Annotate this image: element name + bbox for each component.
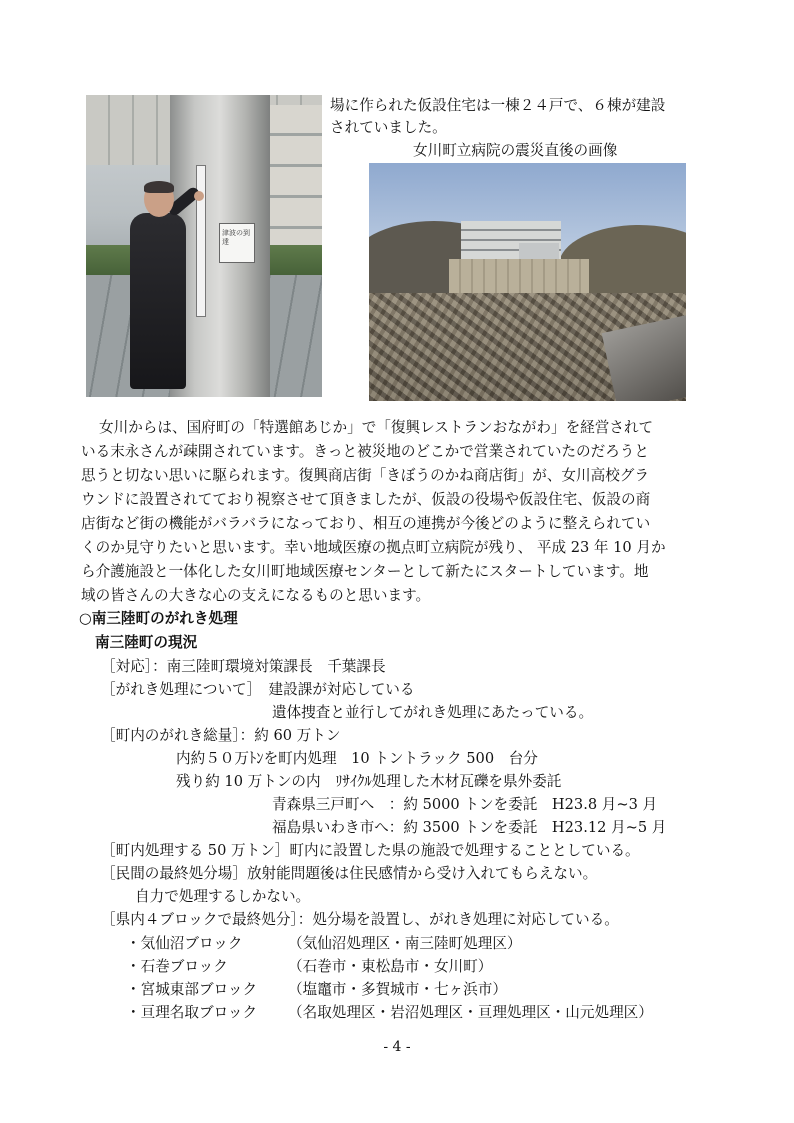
paragraph-line-8: 域の皆さんの大きな心の支えになるものと思います。: [81, 587, 431, 604]
page-number: - 4 -: [383, 1039, 411, 1055]
paragraph-line-2: いる末永さんが疎開されています。きっと被災地のどこかで営業されていたのだろうと: [81, 443, 649, 460]
block-name-miyagi-east: ・宮城東部ブロック: [126, 981, 258, 998]
photo-man-at-pillar: [86, 95, 322, 397]
block-areas-watari-natori: （名取処理区・岩沼処理区・亘理処理区・山元処理区）: [288, 1004, 653, 1021]
paragraph-line-5: 店街など街の機能がバラバラになっており、相互の連携が今後どのように整えられてい: [81, 515, 651, 532]
item-self-processing: 自力で処理するしかない。: [135, 888, 311, 905]
top-text-line-1: 場に作られた仮設住宅は一棟２４戸で、６棟が建設: [330, 97, 666, 114]
item-in-town-processing: 内約５０万ﾄﾝを町内処理 10 トントラック 500 台分: [176, 750, 538, 767]
paragraph-line-4: ウンドに設置されてており視察させて頂きましたが、仮設の役場や仮設住宅、仮設の商: [81, 491, 651, 508]
item-total-debris: ［町内のがれき総量］：約 60 万トン: [101, 727, 341, 744]
item-response: ［対応］：南三陸町環境対策課長 千葉課長: [101, 658, 386, 675]
block-areas-ishinomaki: （石巻市・東松島市・女川町）: [288, 958, 493, 975]
photo-hospital-after-disaster: [369, 163, 686, 401]
item-debris-handling: ［がれき処理について］ 建設課が対応している: [101, 681, 415, 698]
man-hand: [194, 191, 204, 201]
man-figure: [130, 213, 186, 389]
paragraph-line-7: ら介護施設と一体化した女川町地域医療センターとして新たにスタートしています。地: [81, 563, 649, 580]
block-areas-miyagi-east: （塩竈市・多賀城市・七ヶ浜市）: [288, 981, 507, 998]
paragraph-line-6: くのか見守りたいと思います。幸い地域医療の拠点町立病院が残り、 平成 23 年 10 月か: [81, 539, 666, 556]
block-areas-kesennuma: （気仙沼処理区・南三陸町処理区）: [288, 935, 522, 952]
section-heading: ○南三陸町のがれき処理: [79, 610, 238, 627]
item-fukushima: 福島県いわき市へ：約 3500 トンを委託 H23.12 月~5 月: [272, 819, 667, 836]
tsunami-height-gauge: [196, 165, 206, 317]
block-name-ishinomaki: ・石巻ブロック: [126, 958, 228, 975]
item-debris-handling-detail: 遺体捜査と並行してがれき処理にあたっている。: [272, 704, 594, 721]
man-hair: [144, 181, 174, 193]
paragraph-line-1: 女川からは、国府町の「特選館あじか」で「復興レストランおながわ」を経営されて: [99, 419, 654, 436]
top-text-line-2: されていました。: [330, 119, 447, 136]
paragraph-line-3: 思うと切ない思いに駆られます。復興商店街「きぼうのかね商店街」が、女川高校グラ: [81, 467, 649, 484]
photo-caption: 女川町立病院の震災直後の画像: [413, 142, 618, 159]
block-name-kesennuma: ・気仙沼ブロック: [126, 935, 243, 952]
tsunami-sign-text: 津波の到達: [222, 229, 250, 246]
block-name-watari-natori: ・亘理名取ブロック: [126, 1004, 258, 1021]
item-aomori: 青森県三戸町へ ：約 5000 トンを委託 H23.8 月~3 月: [272, 796, 658, 813]
item-four-blocks: ［県内４ブロックで最終処分］：処分場を設置し、がれき処理に対応している。: [101, 911, 619, 928]
item-town-processing-500k: ［町内処理する 50 万トン］町内に設置した県の施設で処理することとしている。: [101, 842, 640, 859]
section-subheading: 南三陸町の現況: [95, 634, 198, 651]
item-private-disposal: ［民間の最終処分場］放射能問題後は住民感情から受け入れてもらえない。: [101, 865, 598, 882]
item-remaining: 残り約 10 万トンの内 ﾘｻｲｸﾙ処理した木材瓦礫を県外委託: [176, 773, 562, 790]
